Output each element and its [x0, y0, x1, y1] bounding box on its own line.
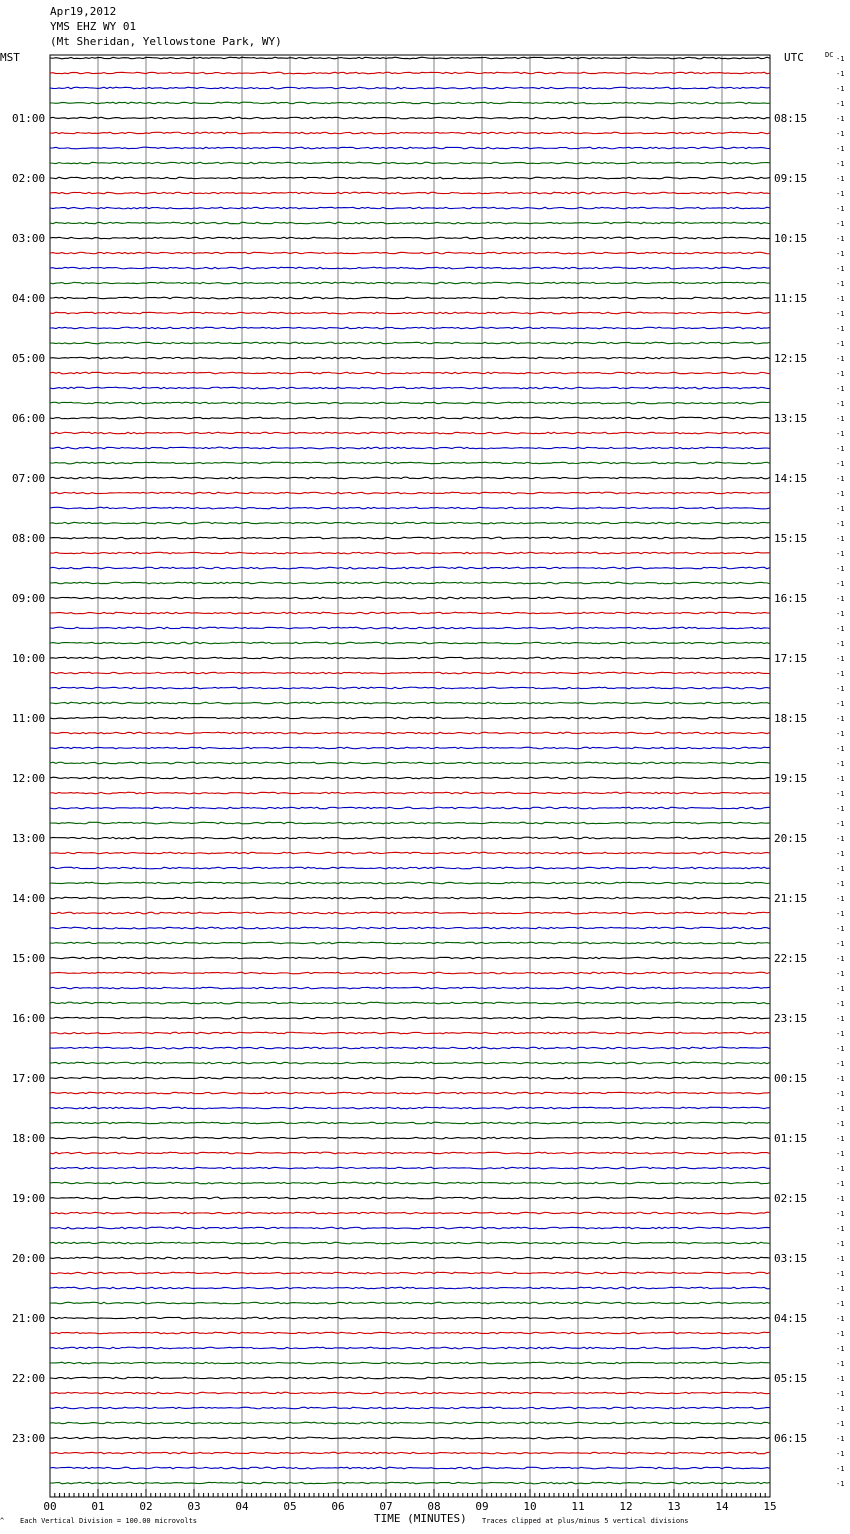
trace-50: [50, 792, 770, 794]
offset-label-88: -1: [836, 1360, 845, 1368]
offset-label-76: -1: [836, 1180, 845, 1188]
right-time-label-6: 13:15: [774, 412, 808, 425]
right-time-label-3: 10:15: [774, 232, 808, 245]
offset-label-59: -1: [836, 925, 845, 933]
offset-label-11: -1: [836, 205, 845, 213]
trace-49: [50, 777, 770, 779]
trace-92: [50, 1422, 770, 1424]
trace-4: [50, 102, 770, 104]
left-time-label-3: 03:00: [12, 232, 46, 245]
x-tick-label-14: 14: [715, 1500, 729, 1513]
x-tick-label-13: 13: [667, 1500, 681, 1513]
trace-32: [50, 522, 770, 524]
right-time-labels: [774, 112, 807, 1445]
offset-label-54: -1: [836, 850, 845, 858]
offset-label-27: -1: [836, 445, 845, 453]
offset-label-26: -1: [836, 430, 845, 438]
offset-label-65: -1: [836, 1015, 845, 1023]
trace-15: [50, 267, 770, 269]
x-tick-label-08: 08: [427, 1500, 441, 1513]
left-time-label-20: 20:00: [12, 1252, 46, 1265]
offset-label-40: -1: [836, 640, 845, 648]
offset-label-22: -1: [836, 370, 845, 378]
trace-37: [50, 597, 770, 599]
vertical-division-note: Each Vertical Division = 100.00 microvolts: [20, 1517, 198, 1525]
trace-29: [50, 477, 770, 479]
trace-16: [50, 282, 770, 284]
offset-label-4: -1: [836, 100, 845, 108]
offset-label-5: -1: [836, 115, 845, 123]
trace-39: [50, 627, 770, 629]
trace-21: [50, 357, 770, 359]
trace-56: [50, 882, 770, 884]
trace-46: [50, 732, 770, 734]
offset-label-13: -1: [836, 235, 845, 243]
trace-53: [50, 837, 770, 839]
offset-label-63: -1: [836, 985, 845, 993]
trace-52: [50, 822, 770, 824]
left-time-label-5: 05:00: [12, 352, 46, 365]
trace-1: [50, 57, 770, 59]
offset-label-94: -1: [836, 1450, 845, 1458]
offset-label-9: -1: [836, 175, 845, 183]
offset-label-25: -1: [836, 415, 845, 423]
right-time-label-4: 11:15: [774, 292, 808, 305]
left-axis-label: MST: [0, 51, 20, 64]
offset-label-75: -1: [836, 1165, 845, 1173]
offset-label-46: -1: [836, 730, 845, 738]
trace-19: [50, 327, 770, 329]
trace-34: [50, 552, 770, 554]
trace-79: [50, 1227, 770, 1229]
offset-label-17: -1: [836, 295, 845, 303]
trace-84: [50, 1302, 770, 1304]
offset-label-68: -1: [836, 1060, 845, 1068]
trace-18: [50, 312, 770, 314]
left-time-label-21: 21:00: [12, 1312, 46, 1325]
trace-66: [50, 1032, 770, 1034]
trace-2: [50, 72, 770, 74]
trace-38: [50, 612, 770, 614]
trace-63: [50, 987, 770, 989]
offset-label-60: -1: [836, 940, 845, 948]
trace-13: [50, 237, 770, 239]
trace-20: [50, 342, 770, 344]
x-tick-label-00: 00: [43, 1500, 57, 1513]
left-time-label-9: 09:00: [12, 592, 46, 605]
trace-44: [50, 702, 770, 704]
right-time-label-5: 12:15: [774, 352, 808, 365]
right-time-label-11: 18:15: [774, 712, 808, 725]
trace-51: [50, 807, 770, 809]
trace-83: [50, 1287, 770, 1289]
trace-94: [50, 1452, 770, 1454]
x-tick-label-09: 09: [475, 1500, 489, 1513]
trace-90: [50, 1392, 770, 1394]
trace-22: [50, 372, 770, 374]
offset-label-82: -1: [836, 1270, 845, 1278]
right-axis-label: UTC: [784, 51, 804, 64]
left-time-label-12: 12:00: [12, 772, 46, 785]
x-tick-label-01: 01: [91, 1500, 105, 1513]
offset-label-44: -1: [836, 700, 845, 708]
offset-label-96: -1: [836, 1480, 845, 1488]
offset-label-52: -1: [836, 820, 845, 828]
trace-36: [50, 582, 770, 584]
left-time-label-11: 11:00: [12, 712, 46, 725]
x-tick-label-06: 06: [331, 1500, 345, 1513]
trace-68: [50, 1062, 770, 1064]
offset-label-55: -1: [836, 865, 845, 873]
right-time-label-10: 17:15: [774, 652, 808, 665]
offset-label-1: -1: [836, 55, 845, 63]
offset-label-18: -1: [836, 310, 845, 318]
dc-label: DC: [825, 51, 834, 59]
trace-14: [50, 252, 770, 254]
offset-label-64: -1: [836, 1000, 845, 1008]
offset-label-39: -1: [836, 625, 845, 633]
offset-label-71: -1: [836, 1105, 845, 1113]
x-tick-label-02: 02: [139, 1500, 153, 1513]
offset-label-74: -1: [836, 1150, 845, 1158]
trace-31: [50, 507, 770, 509]
grid-lines: [50, 55, 770, 1497]
offset-label-78: -1: [836, 1210, 845, 1218]
left-time-label-1: 01:00: [12, 112, 46, 125]
left-time-label-23: 23:00: [12, 1432, 46, 1445]
offset-label-84: -1: [836, 1300, 845, 1308]
left-time-label-22: 22:00: [12, 1372, 46, 1385]
offset-label-48: -1: [836, 760, 845, 768]
offset-label-92: -1: [836, 1420, 845, 1428]
station-date: Apr19,2012: [50, 5, 117, 18]
right-time-label-20: 03:15: [774, 1252, 808, 1265]
right-time-label-13: 20:15: [774, 832, 808, 845]
trace-95: [50, 1467, 770, 1469]
offset-labels: [836, 55, 844, 1488]
offset-label-19: -1: [836, 325, 845, 333]
trace-60: [50, 942, 770, 944]
trace-93: [50, 1437, 770, 1439]
offset-label-30: -1: [836, 490, 845, 498]
x-tick-label-10: 10: [523, 1500, 537, 1513]
trace-85: [50, 1317, 770, 1319]
offset-label-83: -1: [836, 1285, 845, 1293]
right-time-label-23: 06:15: [774, 1432, 808, 1445]
offset-label-35: -1: [836, 565, 845, 573]
trace-73: [50, 1137, 770, 1139]
station-code: YMS EHZ WY 01: [50, 20, 137, 33]
trace-12: [50, 222, 770, 224]
offset-label-14: -1: [836, 250, 845, 258]
offset-label-95: -1: [836, 1465, 845, 1473]
right-time-label-17: 00:15: [774, 1072, 808, 1085]
offset-label-32: -1: [836, 520, 845, 528]
offset-label-34: -1: [836, 550, 845, 558]
left-time-label-14: 14:00: [12, 892, 46, 905]
x-tick-label-04: 04: [235, 1500, 249, 1513]
offset-label-93: -1: [836, 1435, 845, 1443]
offset-label-49: -1: [836, 775, 845, 783]
offset-label-7: -1: [836, 145, 845, 153]
right-time-label-9: 16:15: [774, 592, 808, 605]
right-time-label-1: 08:15: [774, 112, 808, 125]
trace-26: [50, 432, 770, 434]
offset-label-2: -1: [836, 70, 845, 78]
offset-label-81: -1: [836, 1255, 845, 1263]
offset-label-72: -1: [836, 1120, 845, 1128]
offset-label-38: -1: [836, 610, 845, 618]
x-tick-label-07: 07: [379, 1500, 393, 1513]
left-time-label-15: 15:00: [12, 952, 46, 965]
left-time-label-10: 10:00: [12, 652, 46, 665]
trace-10: [50, 192, 770, 194]
trace-96: [50, 1482, 770, 1484]
trace-86: [50, 1332, 770, 1334]
left-time-label-19: 19:00: [12, 1192, 46, 1205]
offset-label-85: -1: [836, 1315, 845, 1323]
left-time-label-16: 16:00: [12, 1012, 46, 1025]
footer-mark: ^: [0, 1517, 5, 1525]
offset-label-90: -1: [836, 1390, 845, 1398]
trace-33: [50, 537, 770, 539]
trace-40: [50, 642, 770, 644]
left-time-label-13: 13:00: [12, 832, 46, 845]
offset-label-28: -1: [836, 460, 845, 468]
left-time-label-4: 04:00: [12, 292, 46, 305]
trace-71: [50, 1107, 770, 1109]
offset-label-67: -1: [836, 1045, 845, 1053]
offset-label-42: -1: [836, 670, 845, 678]
offset-label-56: -1: [836, 880, 845, 888]
trace-8: [50, 162, 770, 164]
trace-48: [50, 762, 770, 764]
trace-57: [50, 897, 770, 899]
trace-27: [50, 447, 770, 449]
trace-41: [50, 657, 770, 659]
offset-label-70: -1: [836, 1090, 845, 1098]
trace-82: [50, 1272, 770, 1274]
right-time-label-12: 19:15: [774, 772, 808, 785]
left-time-label-2: 02:00: [12, 172, 46, 185]
offset-label-62: -1: [836, 970, 845, 978]
offset-label-43: -1: [836, 685, 845, 693]
trace-75: [50, 1167, 770, 1169]
trace-88: [50, 1362, 770, 1364]
offset-label-16: -1: [836, 280, 845, 288]
right-time-label-19: 02:15: [774, 1192, 808, 1205]
x-tick-label-12: 12: [619, 1500, 633, 1513]
offset-label-53: -1: [836, 835, 845, 843]
offset-label-47: -1: [836, 745, 845, 753]
trace-64: [50, 1002, 770, 1004]
offset-label-57: -1: [836, 895, 845, 903]
trace-47: [50, 747, 770, 749]
offset-label-37: -1: [836, 595, 845, 603]
offset-label-24: -1: [836, 400, 845, 408]
x-tick-label-03: 03: [187, 1500, 201, 1513]
trace-11: [50, 207, 770, 209]
x-axis-ticks: [43, 1489, 776, 1513]
offset-label-21: -1: [836, 355, 845, 363]
trace-42: [50, 672, 770, 674]
trace-62: [50, 972, 770, 974]
right-time-label-21: 04:15: [774, 1312, 808, 1325]
offset-label-86: -1: [836, 1330, 845, 1338]
offset-label-12: -1: [836, 220, 845, 228]
trace-77: [50, 1197, 770, 1199]
offset-label-3: -1: [836, 85, 845, 93]
trace-65: [50, 1017, 770, 1019]
offset-label-79: -1: [836, 1225, 845, 1233]
trace-54: [50, 852, 770, 854]
offset-label-69: -1: [836, 1075, 845, 1083]
trace-61: [50, 957, 770, 959]
right-time-label-8: 15:15: [774, 532, 808, 545]
trace-43: [50, 687, 770, 689]
offset-label-33: -1: [836, 535, 845, 543]
trace-24: [50, 402, 770, 404]
offset-label-8: -1: [836, 160, 845, 168]
left-time-labels: [12, 112, 45, 1445]
trace-67: [50, 1047, 770, 1049]
offset-label-29: -1: [836, 475, 845, 483]
left-time-label-7: 07:00: [12, 472, 46, 485]
trace-72: [50, 1122, 770, 1124]
station-location: (Mt Sheridan, Yellowstone Park, WY): [50, 35, 282, 48]
trace-59: [50, 927, 770, 929]
offset-label-89: -1: [836, 1375, 845, 1383]
trace-78: [50, 1212, 770, 1214]
offset-label-15: -1: [836, 265, 845, 273]
trace-87: [50, 1347, 770, 1349]
trace-45: [50, 717, 770, 719]
offset-label-66: -1: [836, 1030, 845, 1038]
offset-label-50: -1: [836, 790, 845, 798]
trace-25: [50, 417, 770, 419]
trace-80: [50, 1242, 770, 1244]
trace-81: [50, 1257, 770, 1259]
trace-69: [50, 1077, 770, 1079]
offset-label-20: -1: [836, 340, 845, 348]
x-axis-label: TIME (MINUTES): [374, 1512, 467, 1525]
offset-label-87: -1: [836, 1345, 845, 1353]
left-time-label-17: 17:00: [12, 1072, 46, 1085]
offset-label-6: -1: [836, 130, 845, 138]
offset-label-58: -1: [836, 910, 845, 918]
trace-76: [50, 1182, 770, 1184]
left-time-label-18: 18:00: [12, 1132, 46, 1145]
right-time-label-15: 22:15: [774, 952, 808, 965]
offset-label-23: -1: [836, 385, 845, 393]
offset-label-61: -1: [836, 955, 845, 963]
trace-74: [50, 1152, 770, 1154]
trace-5: [50, 117, 770, 119]
x-tick-label-05: 05: [283, 1500, 297, 1513]
trace-55: [50, 867, 770, 869]
offset-label-41: -1: [836, 655, 845, 663]
offset-label-73: -1: [836, 1135, 845, 1143]
trace-lines: [50, 57, 770, 1484]
right-time-label-18: 01:15: [774, 1132, 808, 1145]
offset-label-36: -1: [836, 580, 845, 588]
right-time-label-7: 14:15: [774, 472, 808, 485]
right-time-label-14: 21:15: [774, 892, 808, 905]
trace-9: [50, 177, 770, 179]
trace-23: [50, 387, 770, 389]
right-time-label-2: 09:15: [774, 172, 808, 185]
clip-note: Traces clipped at plus/minus 5 vertical divisions: [482, 1517, 689, 1525]
offset-label-51: -1: [836, 805, 845, 813]
right-time-label-22: 05:15: [774, 1372, 808, 1385]
trace-91: [50, 1407, 770, 1409]
trace-7: [50, 147, 770, 149]
x-tick-label-11: 11: [571, 1500, 585, 1513]
offset-label-77: -1: [836, 1195, 845, 1203]
right-time-label-16: 23:15: [774, 1012, 808, 1025]
offset-label-45: -1: [836, 715, 845, 723]
offset-label-91: -1: [836, 1405, 845, 1413]
trace-3: [50, 87, 770, 89]
trace-6: [50, 132, 770, 134]
left-time-label-8: 08:00: [12, 532, 46, 545]
plot-frame: [50, 55, 770, 1497]
trace-30: [50, 492, 770, 494]
trace-70: [50, 1092, 770, 1094]
trace-28: [50, 462, 770, 464]
trace-17: [50, 297, 770, 299]
x-tick-label-15: 15: [763, 1500, 777, 1513]
offset-label-80: -1: [836, 1240, 845, 1248]
offset-label-10: -1: [836, 190, 845, 198]
left-time-label-6: 06:00: [12, 412, 46, 425]
trace-58: [50, 912, 770, 914]
offset-label-31: -1: [836, 505, 845, 513]
trace-35: [50, 567, 770, 569]
trace-89: [50, 1377, 770, 1379]
